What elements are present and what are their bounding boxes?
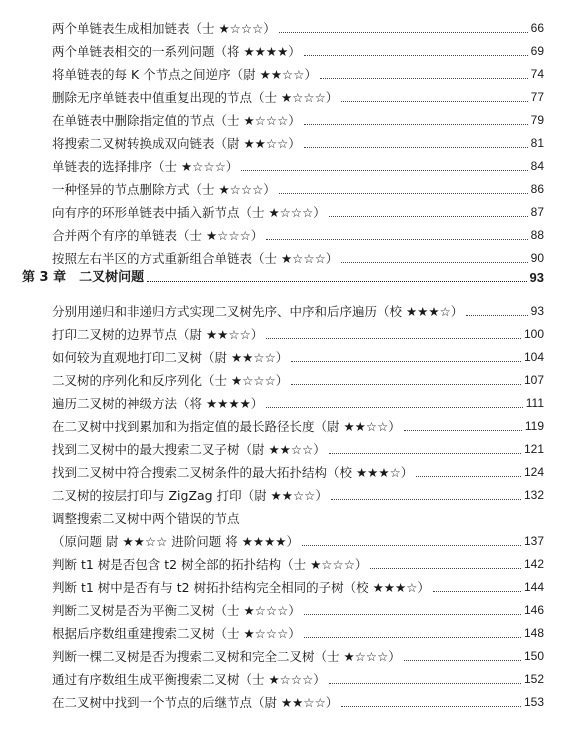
toc-entry[interactable]	[52, 343, 544, 365]
leader-dots	[329, 215, 528, 217]
toc-entry[interactable]	[52, 60, 544, 82]
toc-entry[interactable]	[52, 458, 544, 480]
leader-dots	[304, 123, 528, 125]
toc-entry-page: 132	[523, 488, 544, 502]
toc-entry[interactable]	[52, 642, 544, 664]
leader-dots	[291, 360, 521, 362]
toc-entry[interactable]	[52, 596, 544, 618]
toc-entry[interactable]	[52, 244, 544, 266]
leader-dots	[304, 54, 528, 56]
toc-entry[interactable]	[52, 297, 544, 319]
toc-entry-title: 遍历二叉树的神级方法（将 ★★★★）	[52, 396, 264, 411]
toc-entry-title: 在二叉树中找到累加和为指定值的最长路径长度（尉 ★★☆☆）	[52, 419, 401, 434]
chapter-title: 第 3 章 二叉树问题	[22, 270, 145, 285]
toc-entry-page: 146	[523, 603, 544, 617]
toc-entry-heading[interactable]	[52, 504, 544, 526]
toc-entry[interactable]	[52, 106, 544, 128]
chapter-heading[interactable]	[22, 264, 544, 286]
leader-dots	[241, 169, 527, 171]
leader-dots	[416, 475, 521, 477]
toc-entry[interactable]	[52, 389, 544, 411]
leader-dots	[329, 452, 521, 454]
toc-entry-page: 152	[523, 672, 544, 686]
toc-entry[interactable]	[52, 550, 544, 572]
toc-entry-title: 单链表的选择排序（士 ★☆☆☆）	[52, 159, 239, 174]
toc-entry[interactable]	[52, 175, 544, 197]
toc-entry-page: 69	[530, 44, 544, 58]
toc-entry[interactable]	[52, 412, 544, 434]
toc-entry-page: 100	[523, 327, 544, 341]
leader-dots	[329, 682, 521, 684]
toc-entry-title: 在二叉树中找到一个节点的后继节点（尉 ★★☆☆）	[52, 695, 339, 710]
toc-entry-page: 104	[523, 350, 544, 364]
leader-dots	[341, 100, 527, 102]
leader-dots	[404, 659, 521, 661]
toc-entry[interactable]	[52, 366, 544, 388]
toc-entry[interactable]	[52, 83, 544, 105]
leader-dots	[304, 146, 528, 148]
toc-entry-page: 84	[530, 159, 544, 173]
toc-entry-page: 148	[523, 626, 544, 640]
leader-dots	[341, 705, 521, 707]
leader-dots	[266, 238, 527, 240]
toc-entry[interactable]	[52, 320, 544, 342]
toc-entry-page: 74	[530, 67, 544, 81]
toc-entry-title: 判断 t1 树是否包含 t2 树全部的拓扑结构（士 ★☆☆☆）	[52, 557, 368, 572]
leader-dots	[331, 498, 521, 500]
toc-entry[interactable]	[52, 152, 544, 174]
toc-entry-title: 判断二叉树是否为平衡二叉树（士 ★☆☆☆）	[52, 603, 301, 618]
toc-entry-page: 90	[530, 251, 544, 265]
leader-dots	[266, 406, 522, 408]
toc-entry-title: 通过有序数组生成平衡搜索二叉树（士 ★☆☆☆）	[52, 672, 326, 687]
leader-dots	[466, 314, 527, 316]
toc-entry[interactable]	[52, 14, 544, 36]
toc-entry[interactable]	[52, 688, 544, 710]
toc-entry-title: （原问题 尉 ★★☆☆ 进阶问题 将 ★★★★）	[52, 534, 300, 549]
toc-entry-page: 150	[523, 649, 544, 663]
toc-entry-page: 121	[523, 442, 544, 456]
toc-entry[interactable]	[52, 221, 544, 243]
toc-entry-title: 判断 t1 树中是否有与 t2 树拓扑结构完全相同的子树（校 ★★★☆）	[52, 580, 430, 595]
toc-entry-page: 88	[530, 228, 544, 242]
toc-entry[interactable]	[52, 481, 544, 503]
toc-entry[interactable]	[52, 573, 544, 595]
toc-entry-page: 87	[530, 205, 544, 219]
toc-entry[interactable]	[52, 619, 544, 641]
leader-dots	[433, 590, 521, 592]
leader-dots	[266, 337, 521, 339]
leader-dots	[320, 77, 528, 79]
toc-entry[interactable]	[52, 37, 544, 59]
toc-entry-page: 119	[524, 419, 544, 433]
toc-entry-title: 分别用递归和非递归方式实现二叉树先序、中序和后序遍历（校 ★★★☆）	[52, 304, 464, 319]
leader-dots	[279, 31, 528, 33]
toc-entry-title: 删除无序单链表中值重复出现的节点（士 ★☆☆☆）	[52, 90, 339, 105]
chapter-page: 93	[529, 270, 544, 285]
toc-entry[interactable]	[52, 129, 544, 151]
toc-entry-title: 找到二叉树中的最大搜索二叉子树（尉 ★★☆☆）	[52, 442, 326, 457]
toc-entry[interactable]	[52, 665, 544, 687]
toc-entry-page: 86	[530, 182, 544, 196]
toc-entry-page: 144	[523, 580, 544, 594]
leader-dots	[302, 544, 521, 546]
toc-entry-title: 调整搜索二叉树中两个错误的节点	[52, 511, 240, 526]
toc-entry[interactable]	[52, 435, 544, 457]
toc-entry-title: 合并两个有序的单链表（士 ★☆☆☆）	[52, 228, 264, 243]
leader-dots	[279, 192, 528, 194]
toc-entry-page: 111	[525, 396, 544, 410]
leader-dots	[304, 613, 521, 615]
toc-entry[interactable]	[52, 527, 544, 549]
toc-entry-page: 77	[530, 90, 544, 104]
toc-entry-title: 判断一棵二叉树是否为搜索二叉树和完全二叉树（士 ★☆☆☆）	[52, 649, 401, 664]
toc-entry-page: 93	[530, 304, 544, 318]
toc-entry-page: 124	[523, 465, 544, 479]
toc-entry-title: 按照左右半区的方式重新组合单链表（士 ★☆☆☆）	[52, 251, 339, 266]
toc-entry-page: 79	[530, 113, 544, 127]
toc-entry[interactable]	[52, 198, 544, 220]
toc-entry-title: 将单链表的每 K 个节点之间逆序（尉 ★★☆☆）	[52, 67, 317, 82]
toc-entry-title: 一种怪异的节点删除方式（士 ★☆☆☆）	[52, 182, 276, 197]
leader-dots	[291, 383, 521, 385]
toc-entry-page: 153	[523, 695, 544, 709]
toc-entry-title: 两个单链表相交的一系列问题（将 ★★★★）	[52, 44, 301, 59]
leader-dots	[341, 261, 527, 263]
toc-entry-title: 如何较为直观地打印二叉树（尉 ★★☆☆）	[52, 350, 289, 365]
toc-entry-title: 将搜索二叉树转换成双向链表（尉 ★★☆☆）	[52, 136, 301, 151]
leader-dots	[404, 429, 522, 431]
toc-entry-page: 142	[523, 557, 544, 571]
toc-entry-title: 二叉树的序列化和反序列化（士 ★☆☆☆）	[52, 373, 289, 388]
toc-entry-title: 二叉树的按层打印与 ZigZag 打印（尉 ★★☆☆）	[52, 488, 328, 503]
leader-dots	[147, 280, 526, 282]
toc-entry-title: 在单链表中删除指定值的节点（士 ★☆☆☆）	[52, 113, 301, 128]
toc-entry-page: 137	[523, 534, 544, 548]
toc-entry-page: 66	[530, 21, 544, 35]
toc-entry-title: 向有序的环形单链表中插入新节点（士 ★☆☆☆）	[52, 205, 326, 220]
toc-entry-page: 81	[530, 136, 544, 150]
toc-entry-title: 找到二叉树中符合搜索二叉树条件的最大拓扑结构（校 ★★★☆）	[52, 465, 414, 480]
toc-entry-title: 打印二叉树的边界节点（尉 ★★☆☆）	[52, 327, 264, 342]
toc-entry-title: 两个单链表生成相加链表（士 ★☆☆☆）	[52, 21, 276, 36]
toc-entry-title: 根据后序数组重建搜索二叉树（士 ★☆☆☆）	[52, 626, 301, 641]
leader-dots	[304, 636, 521, 638]
leader-dots	[370, 567, 521, 569]
toc-entry-page: 107	[523, 373, 544, 387]
